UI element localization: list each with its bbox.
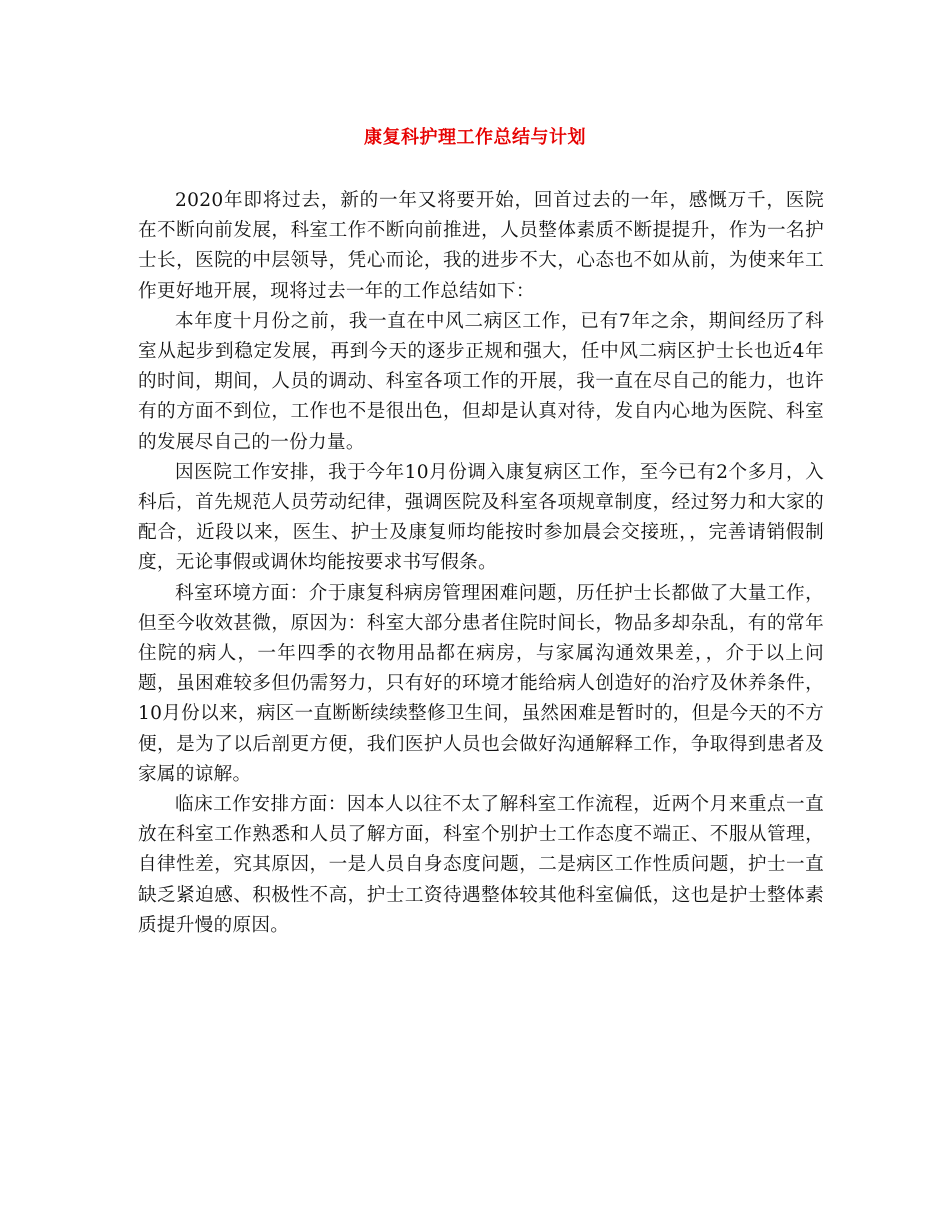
paragraph-environment: 科室环境方面：介于康复科病房管理困难问题，历任护士长都做了大量工作，但至今收效甚微，原因为：科室大部分患者住院时间长，物品多却杂乱，有的常年住院的病人，一年四季的衣物用品都在病房，与家属沟通效果差，，介于以上问题，虽困难较多但仍需努力，只有好的环境才能给病人创造好的治疗及休养条件，10月份以来，病区一直断断续续整修卫生间，虽然困难是暂时的，但是今天的不方便，是为了以后剖更方便，我们医护人员也会做好沟通解释工作，争取得到患者及家属的谅解。 — [138, 582, 824, 785]
document-body — [138, 186, 824, 941]
paragraph-intro: 2020年即将过去，新的一年又将要开始，回首过去的一年，感慨万千，医院在不断向前发展，科室工作不断向前推进，人员整体素质不断提提升，作为一名护士长，医院的中层领导，凭心而论，我的进步不大，心态也不如从前，为使来年工作更好地开展，现将过去一年的工作总结如下： — [138, 190, 824, 302]
paragraph-previous-work: 本年度十月份之前，我一直在中风二病区工作，已有7年之余，期间经历了科室从起步到稳定发展，再到今天的逐步正规和强大，任中风二病区护士长也近4年的时间，期间，人员的调动、科室各项工作的开展，我一直在尽自己的能力，也许有的方面不到位，工作也不是很出色，但却是认真对待，发自内心地为医院、科室的发展尽自己的一份力量。 — [138, 310, 824, 453]
paragraph-transfer: 因医院工作安排，我于今年10月份调入康复病区工作，至今已有2个多月，入科后，首先规范人员劳动纪律，强调医院及科室各项规章制度，经过努力和大家的配合，近段以来，医生、护士及康复师均能按时参加晨会交接班，，完善请销假制度，无论事假或调休均能按要求书写假条。 — [138, 461, 824, 574]
document-title: 康复科护理工作总结与计划 — [364, 127, 586, 148]
paragraph-clinical-work: 临床工作安排方面：因本人以往不太了解科室工作流程，近两个月来重点一直放在科室工作熟悉和人员了解方面，科室个别护士工作态度不端正、不服从管理，自律性差，究其原因，一是人员自身态度问题，二是病区工作性质问题，护士一直缺乏紧迫感、积极性不高，护士工资待遇整体较其他科室偏低，这也是护士整体素质提升慢的原因。 — [138, 794, 824, 936]
